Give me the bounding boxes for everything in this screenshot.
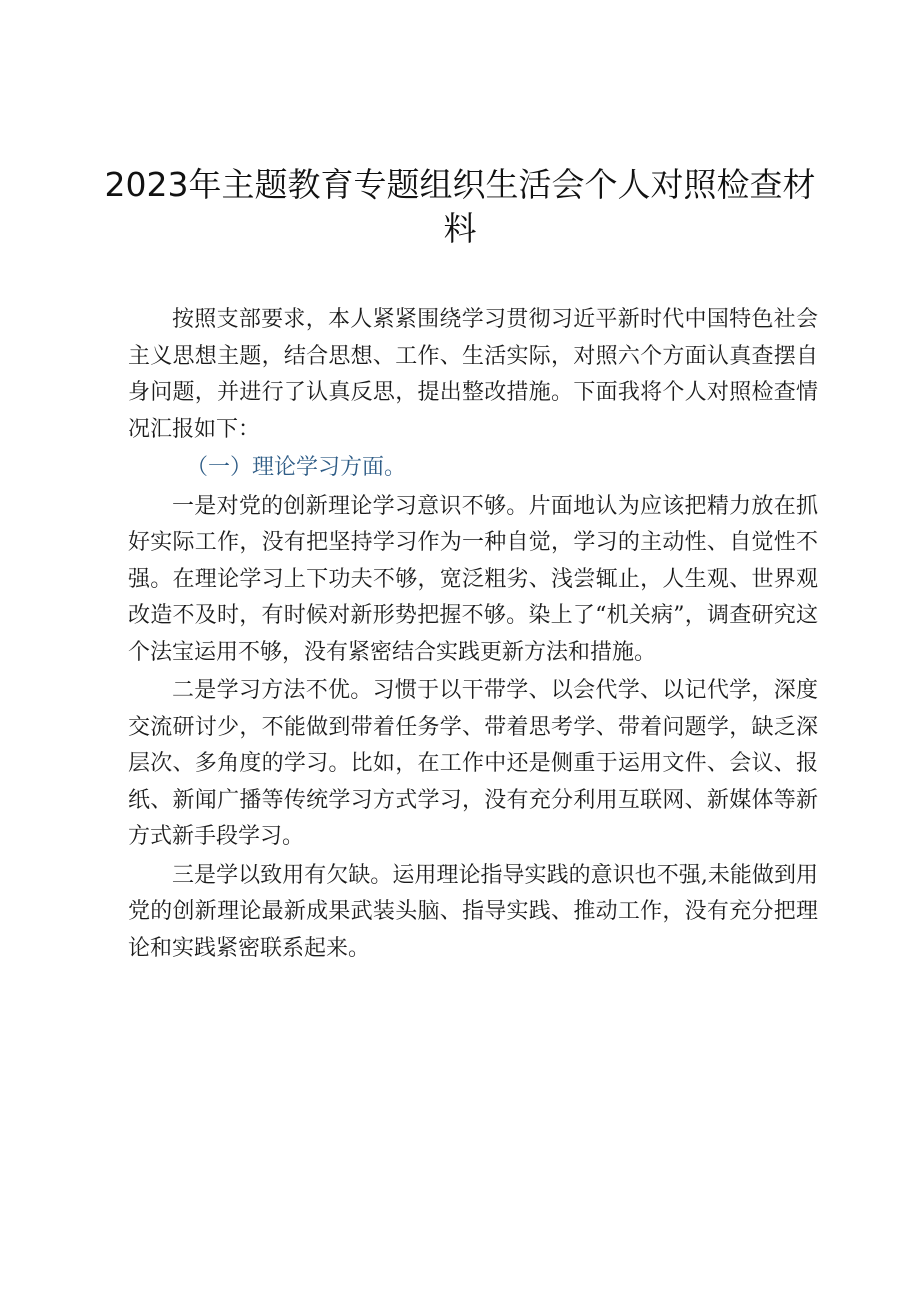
body-paragraph-1: 一是对党的创新理论学习意识不够。片面地认为应该把精力放在抓好实际工作，没有把坚持学习作为一种自觉，学习的主动性、自觉性不强。在理论学习上下功夫不够，宽泛粗劣、浅尝辄止，人生观、世界观改造不及时，有时候对新形势把握不够。染上了“机关病”，调查研究这个法宝运用不够，没有紧密结合实践更新方法和措施。 <box>128 493 818 665</box>
intro-paragraph: 按照支部要求，本人紧紧围绕学习贯彻习近平新时代中国特色社会主义思想主题，结合思想、工作、生活实际，对照六个方面认真查摆自身问题，并进行了认真反思，提出整改措施。下面我将个人对照检查情况汇报如下： <box>128 307 818 442</box>
body-paragraph-3: 三是学以致用有欠缺。运用理论指导实践的意识也不强,未能做到用党的创新理论最新成果武装头脑、指导实践、推动工作，没有充分把理论和实践紧密联系起来。 <box>128 862 818 961</box>
document-body <box>128 302 818 967</box>
body-paragraph-2: 二是学习方法不优。习惯于以干带学、以会代学、以记代学，深度交流研讨少，不能做到带着任务学、带着思考学、带着问题学，缺乏深层次、多角度的学习。比如，在工作中还是侧重于运用文件、会议、报纸、新闻广播等传统学习方式学习，没有充分利用互联网、新媒体等新方式新手段学习。 <box>128 678 818 849</box>
section-heading: （一）理论学习方面。 <box>186 455 407 480</box>
document-title: 2023年主题教育专题组织生活会个人对照检查材料 <box>104 165 816 248</box>
